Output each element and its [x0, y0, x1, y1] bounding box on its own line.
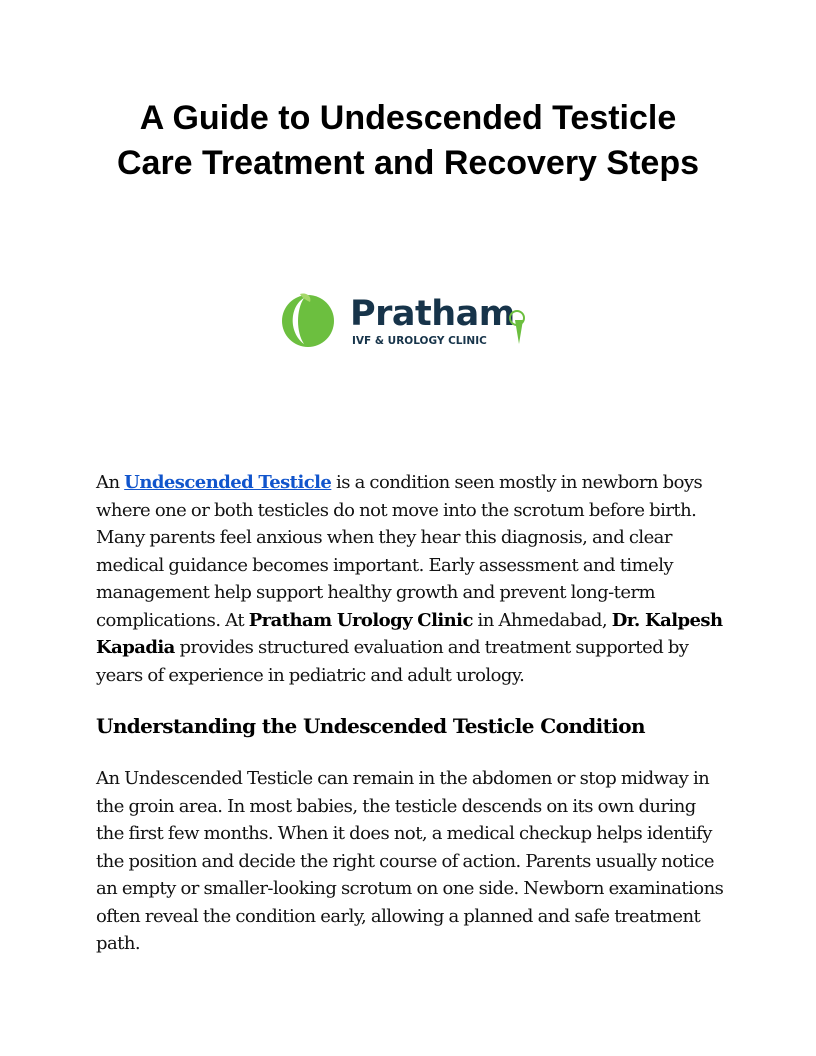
- logo-tagline: IVF & UROLOGY CLINIC: [352, 335, 487, 347]
- title-line-1: A Guide to Undescended Testicle: [139, 99, 677, 137]
- doctor-name: Dr. Kalpesh Kapadia: [96, 609, 723, 658]
- logo-graphic: [282, 288, 536, 352]
- section-heading: Understanding the Undescended Testicle Condition: [96, 714, 645, 738]
- title-line-2: Care Treatment and Recovery Steps: [116, 144, 700, 182]
- intro-text-1: An: [96, 472, 125, 493]
- intro-text-2: is a condition seen mostly in newborn boys where one or both testicles do not move into the scrotum before birth. Many parents feel anxious when they hear this diagnosis, and clear medical guidance becomes important. Early assessment and timely management help support healthy growth and prevent long-term complications. At: [96, 472, 703, 631]
- logo-wordmark: Pratham: [350, 294, 515, 334]
- intro-text-4: provides structured evaluation and treatment supported by years of experience in pediatric and adult urology.: [96, 637, 689, 686]
- intro-text-3: in Ahmedabad,: [472, 609, 612, 631]
- undescended-testicle-link[interactable]: Undescended Testicle: [124, 472, 332, 493]
- page-title: [60, 96, 756, 186]
- section-paragraph: An Undescended Testicle can remain in the abdomen or stop midway in the groin area. In most babies, the testicle descends on its own during the first few months. When it does not, a medical checkup helps identify the position and decide the right course of action. Parents usually notice an empty or smaller-looking scrotum on one side. Newborn examinations often reveal the condition early, allowing a planned and safe treatment path.: [96, 768, 724, 954]
- clinic-name: Pratham Urology Clinic: [248, 609, 473, 631]
- intro-paragraph: [96, 469, 726, 689]
- clinic-logo: [282, 288, 536, 352]
- logo-emblem-circle: [282, 295, 334, 347]
